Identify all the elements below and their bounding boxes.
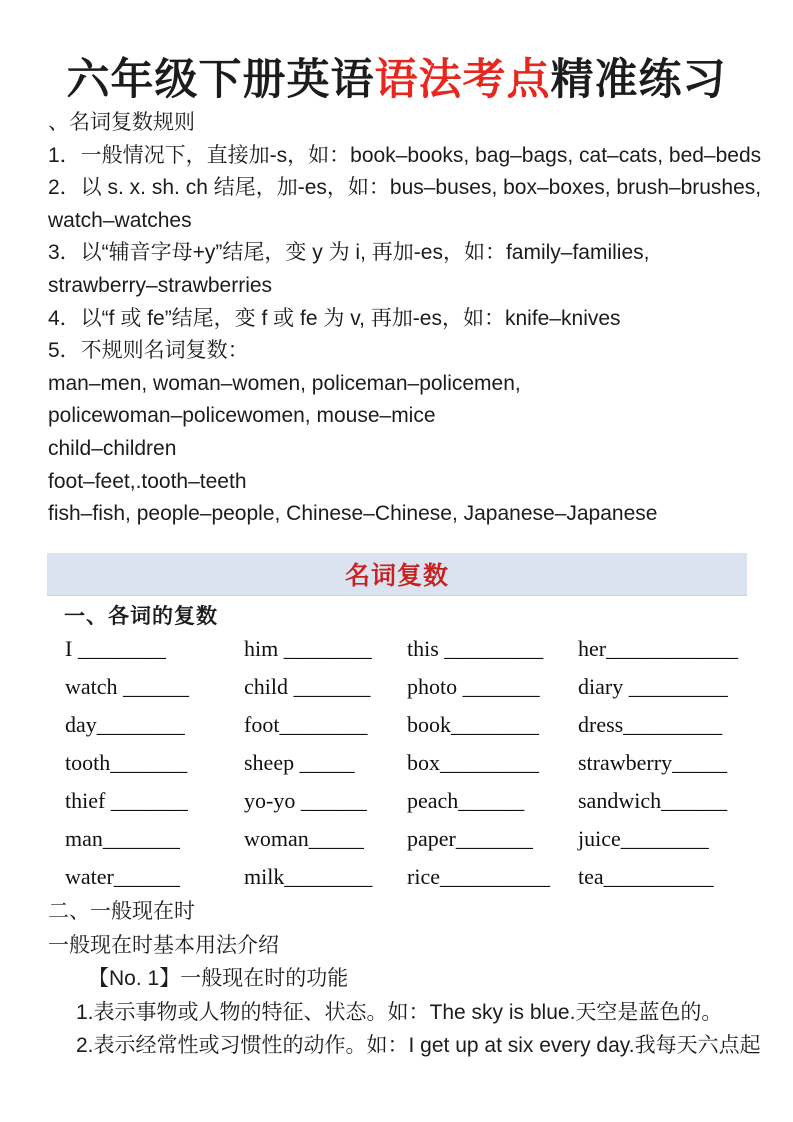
exercise-cell: thief _______ <box>65 788 188 813</box>
exercise-cell: diary _________ <box>578 674 728 699</box>
exercise-cell: photo _______ <box>407 674 540 699</box>
exercise-cell: child _______ <box>244 674 371 699</box>
rule-line: man–men, woman–women, policeman–policemen, <box>48 371 521 395</box>
title-prefix: 六年级下册英语 <box>66 56 375 104</box>
exercise-cell: tea__________ <box>578 864 714 889</box>
exercise-cell: foot________ <box>244 712 368 737</box>
exercise-cell: milk________ <box>244 864 373 889</box>
exercise-cell: her____________ <box>578 636 739 661</box>
exercise-heading: 一、各词的复数 <box>64 605 218 628</box>
exercise-cell: peach______ <box>407 788 525 813</box>
exercise-cell: book________ <box>407 712 539 737</box>
present-line: 1.表示事物或人物的特征、状态。如：The sky is blue.天空是蓝色的。 <box>76 1000 723 1024</box>
rule-line: 4．以“f 或 fe”结尾，变 f 或 fe 为 v, 再加-es，如：knife–knives <box>48 306 621 330</box>
present-line: 2.表示经常性或习惯性的动作。如：I get up at six every day.我每天六点起 <box>76 1034 761 1057</box>
rule-line: 1．一般情况下，直接加-s，如：book–books, bag–bags, cat–cats, bed–beds <box>48 143 762 167</box>
exercise-cell: yo-yo ______ <box>244 788 367 813</box>
exercise-cell: water______ <box>65 864 180 889</box>
exercise-cell: tooth_______ <box>65 750 188 775</box>
exercise-cell: box_________ <box>407 750 539 775</box>
rule-line: 2．以 s. x. sh. ch 结尾，加-es，如：bus–buses, box–boxes, brush–brushes, <box>48 176 762 200</box>
table-row <box>0 668 793 706</box>
present-line: 一般现在时基本用法介绍 <box>48 933 279 957</box>
table-row <box>0 782 793 820</box>
section-header-band <box>47 553 747 596</box>
rule-line: foot–feet,.tooth–teeth <box>48 469 247 493</box>
present-tense-section <box>48 895 769 1063</box>
exercise-cell: rice__________ <box>407 864 550 889</box>
table-row <box>0 630 793 668</box>
rule-line: 5．不规则名词复数： <box>48 339 249 363</box>
exercise-cell: day________ <box>65 712 185 737</box>
table-row <box>0 744 793 782</box>
table-row <box>0 706 793 744</box>
page-title <box>0 46 793 107</box>
rule-line: fish–fish, people–people, Chinese–Chinese, Japanese–Japanese <box>48 502 658 526</box>
plural-exercise-table <box>0 630 793 896</box>
rule-line: watch–watches <box>48 208 192 232</box>
exercise-cell: man_______ <box>65 826 180 851</box>
rule-line: strawberry–strawberries <box>48 273 273 297</box>
present-line: 二、一般现在时 <box>48 900 195 923</box>
plural-rules-section <box>48 107 769 531</box>
exercise-cell: dress_________ <box>578 712 723 737</box>
exercise-cell: strawberry_____ <box>578 750 728 775</box>
title-highlight: 语法考点 <box>374 56 551 104</box>
title-suffix: 精准练习 <box>550 56 727 104</box>
exercise-cell: watch ______ <box>65 674 190 699</box>
exercise-cell: him ________ <box>244 636 372 661</box>
exercise-cell: this _________ <box>407 636 544 661</box>
table-row <box>0 858 793 896</box>
rule-line: child–children <box>48 436 177 460</box>
exercise-cell: juice________ <box>578 826 709 851</box>
present-line: 【No. 1】一般现在时的功能 <box>88 967 349 990</box>
exercise-cell: I ________ <box>65 636 166 661</box>
section-header-label: 名词复数 <box>344 562 449 590</box>
exercise-cell: woman_____ <box>244 826 364 851</box>
exercise-cell: sheep _____ <box>244 750 355 775</box>
rule-line: 3．以“辅音字母+y”结尾，变 y 为 i, 再加-es，如：family–families, <box>48 241 650 265</box>
rule-line: policewoman–policewomen, mouse–mice <box>48 404 436 428</box>
table-row <box>0 820 793 858</box>
rule-line: 、名词复数规则 <box>48 111 195 134</box>
exercise-cell: sandwich______ <box>578 788 728 813</box>
exercise-cell: paper_______ <box>407 826 533 851</box>
